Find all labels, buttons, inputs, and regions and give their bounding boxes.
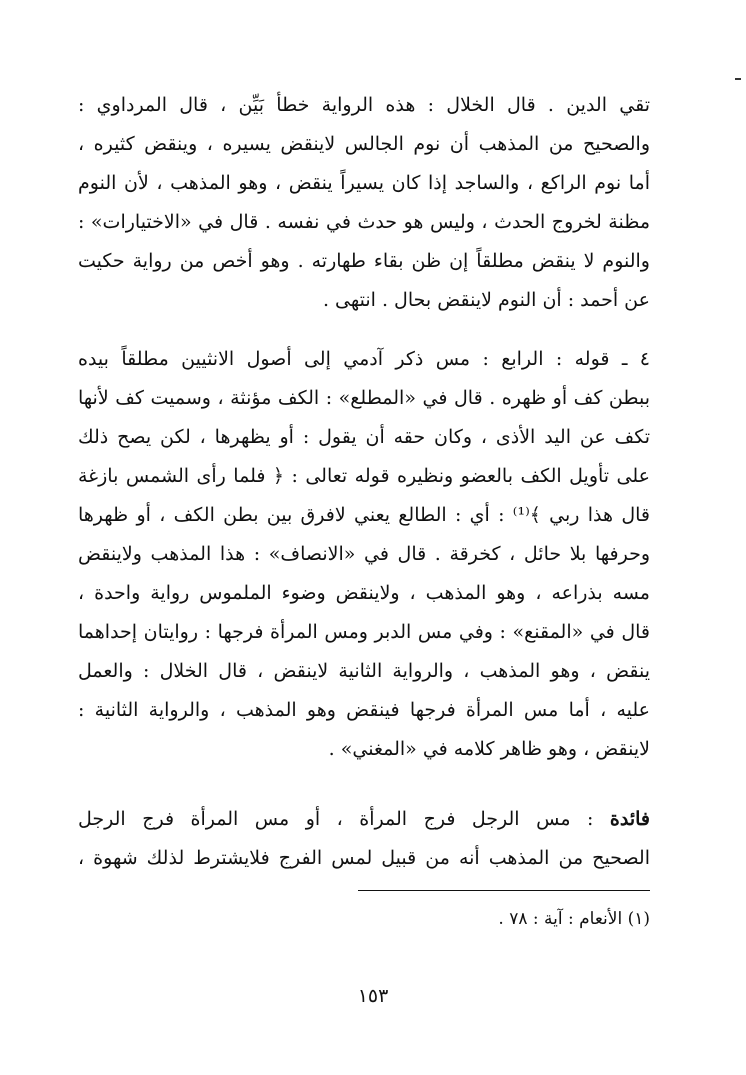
text-line: والنوم لا ينقض مطلقاً إن ظن بقاء طهارته . وهو أخص من رواية حكيت xyxy=(78,250,650,272)
text-line: ينقض ، وهو المذهب ، والرواية الثانية لاينقض ، قال الخلال : والعمل xyxy=(78,660,650,682)
paragraph-sleep xyxy=(78,86,650,320)
text-line: ٤ ـ قوله : الرابع : مس ذكر آدمي إلى أصول الانثيين مطلقاً بيده xyxy=(78,348,650,370)
text-line: تكف عن اليد الأذى ، وكان حقه أن يقول : أو يظهرها ، لكن يصح ذلك xyxy=(78,426,650,448)
footnote-divider xyxy=(358,890,650,891)
text-line: تقي الدين . قال الخلال : هذه الرواية خطأ بَيِّن ، قال المرداوي : xyxy=(78,94,650,116)
text-line: مظنة لخروج الحدث ، وليس هو حدث في نفسه . قال في «الاختيارات» : xyxy=(78,211,650,233)
text-line: عن أحمد : أن النوم لاينقض بحال . انتهى . xyxy=(322,289,650,311)
edge-mark xyxy=(735,78,741,80)
text-line: لاينقض ، وهو ظاهر كلامه في «المغني» . xyxy=(328,738,650,760)
paragraph-benefit xyxy=(78,800,650,878)
text-line: قال هذا ربي ﴾⁽¹⁾ : أي : الطالع يعني لافرق بين بطن الكف ، أو ظهرها xyxy=(78,504,650,526)
text-line: أما نوم الراكع ، والساجد إذا كان يسيراً ينقض ، وهو المذهب ، لأن النوم xyxy=(78,172,650,194)
text-line xyxy=(78,800,650,839)
text-line: قال في «المقنع» : وفي مس الدبر ومس المرأة فرجها : روايتان إحداهما xyxy=(78,621,650,643)
text-line: والصحيح من المذهب أن نوم الجالس لاينقض يسيره ، وينقض كثيره ، xyxy=(78,133,650,155)
text-line: وحرفها بلا حائل ، كخرقة . قال في «الانصاف» : هذا المذهب ولاينقض xyxy=(78,543,650,565)
text-line: مسه بذراعه ، وهو المذهب ، ولاينقض وضوء الملموس رواية واحدة ، xyxy=(78,582,650,604)
text-line: على تأويل الكف بالعضو ونظيره قوله تعالى : ﴿ فلما رأى الشمس بازغة xyxy=(78,465,650,487)
benefit-text: : مس الرجل فرج المرأة ، أو مس المرأة فرج الرجل xyxy=(78,808,610,830)
text-line: الصحيح من المذهب أنه من قبيل لمس الفرج فلايشترط لذلك شهوة ، xyxy=(78,847,650,869)
page-number: ١٥٣ xyxy=(357,985,389,1007)
paragraph-touching xyxy=(78,340,650,769)
footnote: (١) الأنعام : آية : ٧٨ . xyxy=(498,909,650,929)
text-line: عليه ، أما مس المرأة فرجها فينقض وهو المذهب ، والرواية الثانية : xyxy=(78,699,650,721)
benefit-label: فائدة xyxy=(609,808,650,830)
text-line: ببطن كف أو ظهره . قال في «المطلع» : الكف مؤنثة ، وسميت كف لأنها xyxy=(78,387,650,409)
